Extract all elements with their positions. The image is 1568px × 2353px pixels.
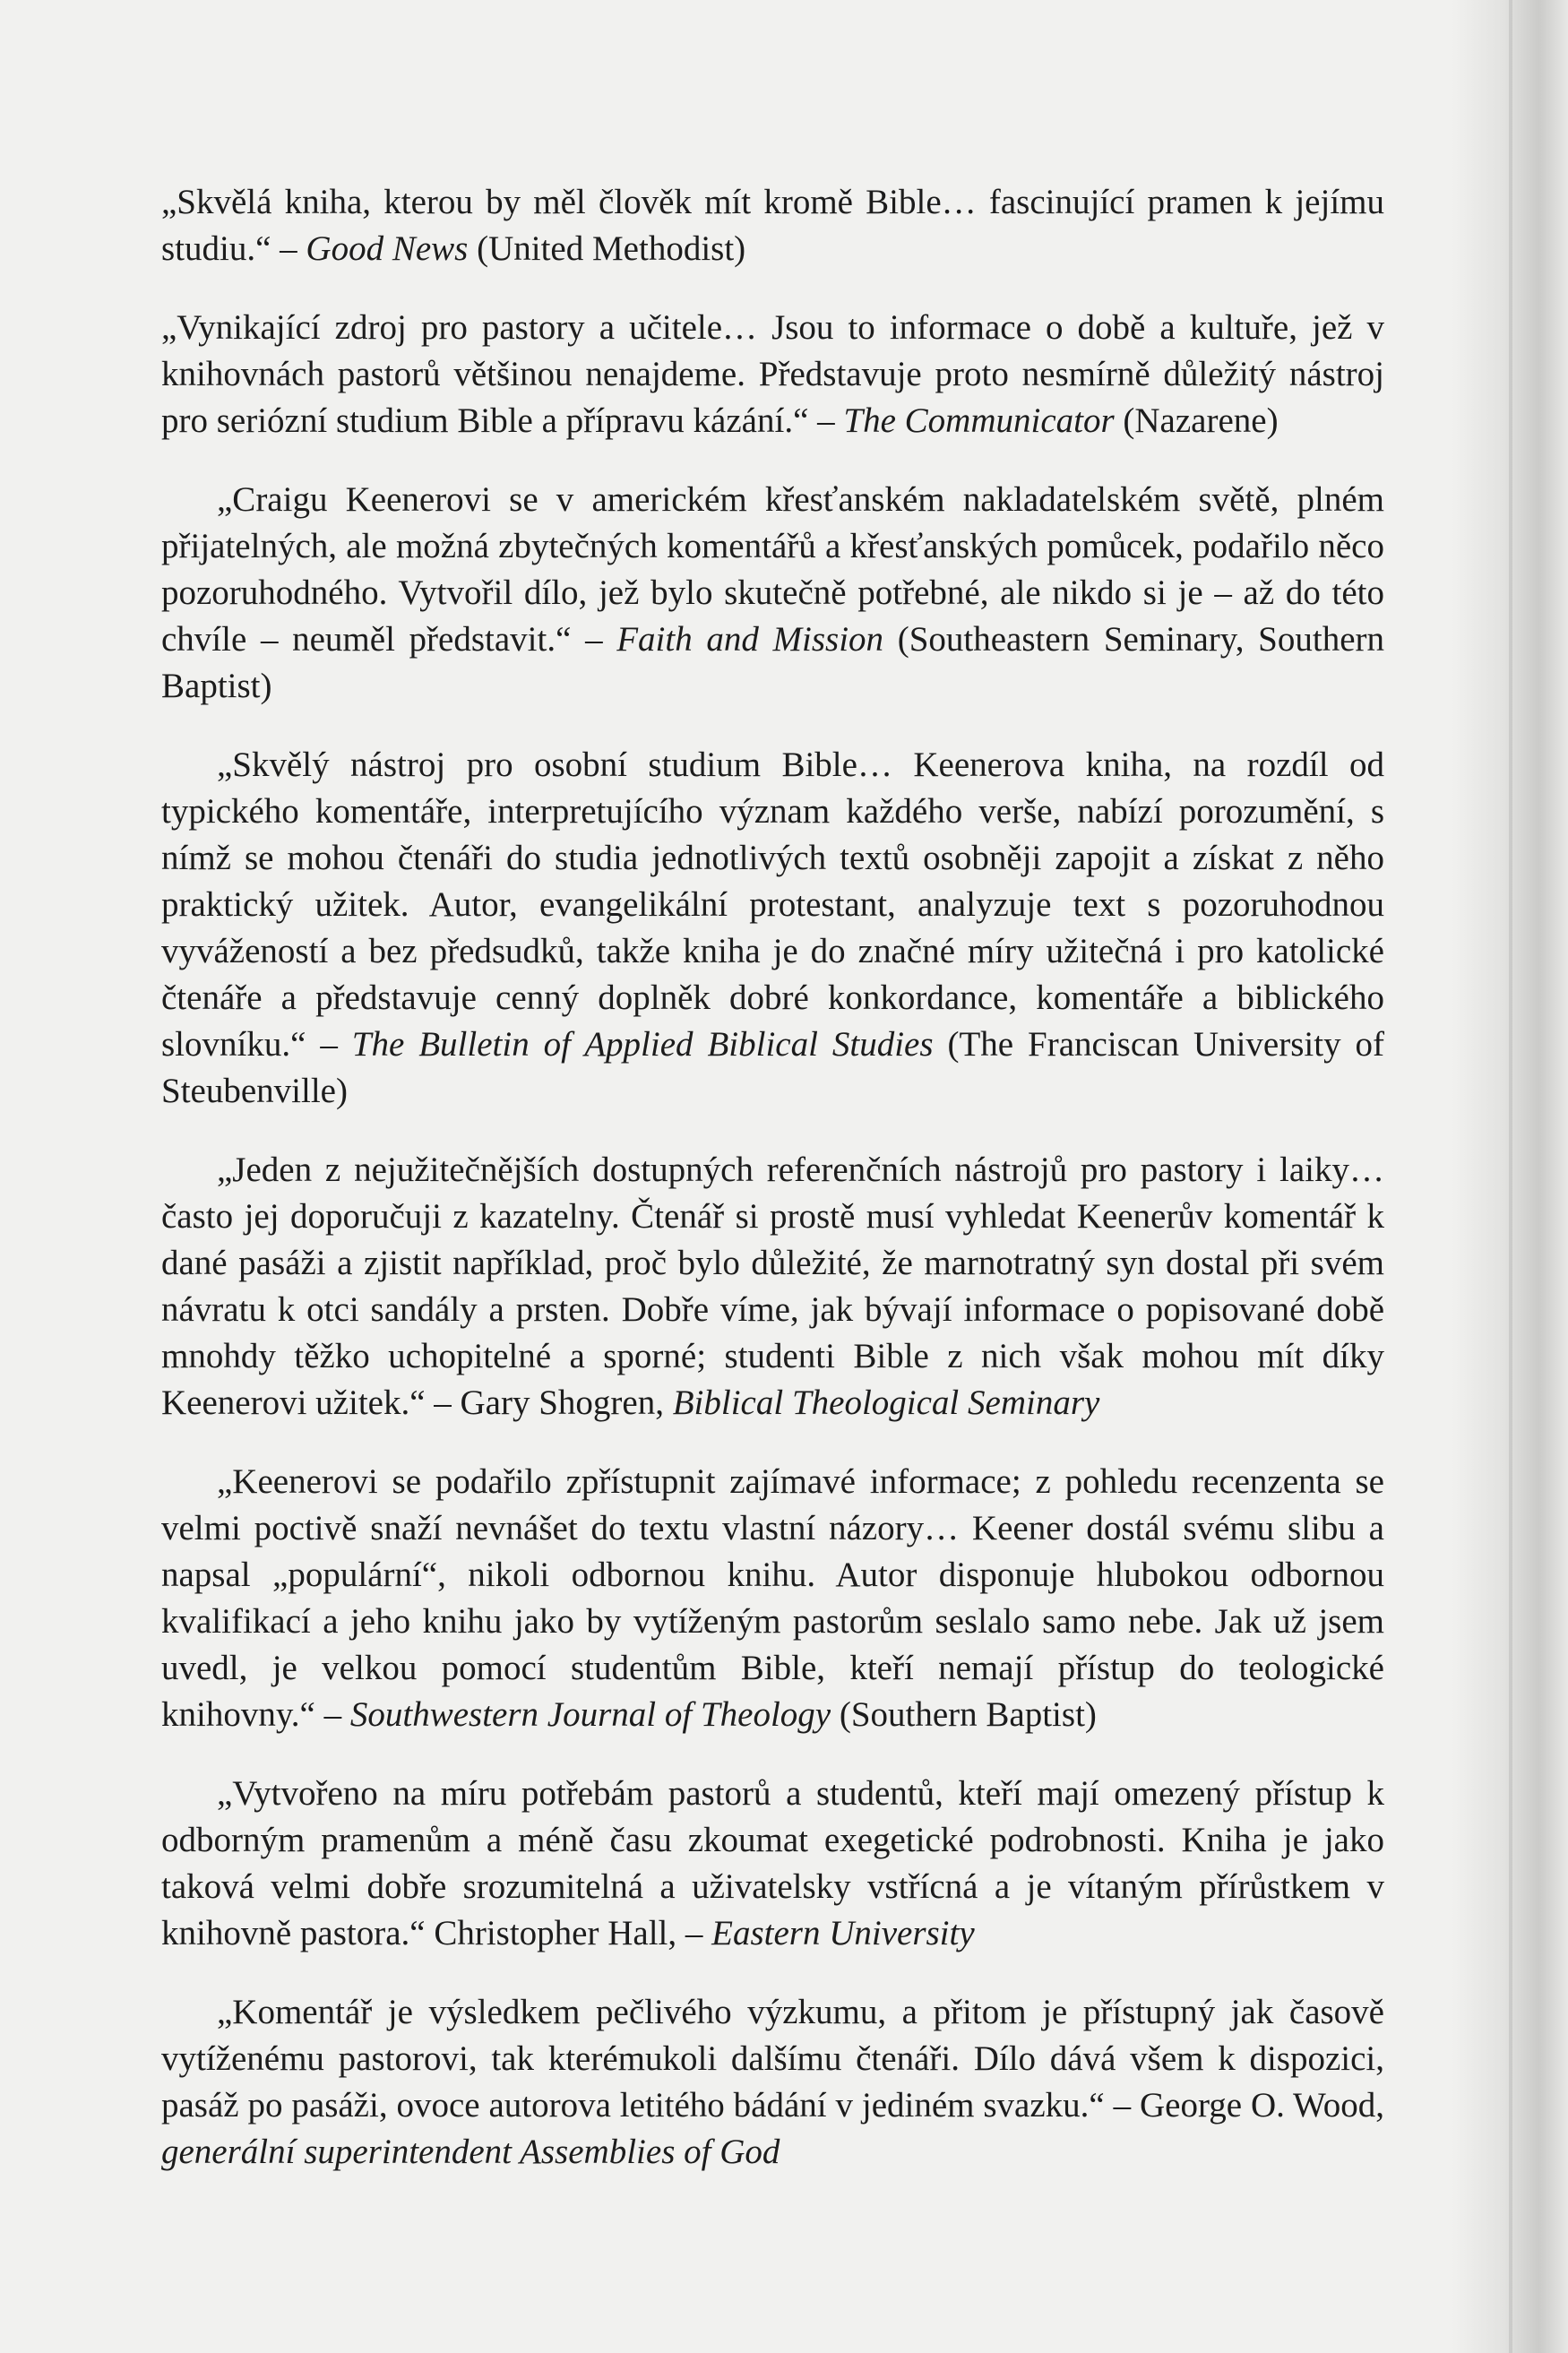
quote-text: „Vytvořeno na míru potřebám pastorů a studentů, kteří mají omezený přístup k odborným pramenům a méně času zkoumat exegetické podrobnosti. Kniha je jako taková velmi dobře srozumitelná a uživatelsky vstřícná a je vítaným přírůstkem v knihovně pastora.“ Christopher Hall, – [161,1774,1384,1952]
endorsement-paragraph [161,1771,1384,1957]
quote-source-affiliation: (The Franciscan University of Steubenville) [161,1025,1384,1110]
quote-text: „Vynikající zdroj pro pastory a učitele… Jsou to informace o době a kultuře, jež v knihovnách pastorů většinou nenajdeme. Představuje proto nesmírně důležitý nástroj pro seriózní studium Bible a přípravu kázání.“ – [161,308,1384,440]
quote-text: „Komentář je výsledkem pečlivého výzkumu, a přitom je přístupný jak časově vytíženému pastorovi, tak kterémukoli dalšímu čtenáři. Dílo dává všem k dispozici, pasáž po pasáži, ovoce autorova letitého bádání v jediném svazku.“ – George O. Wood, [161,1993,1384,2125]
quote-source: The Bulletin of Applied Biblical Studies [351,1025,934,1064]
endorsement-paragraph [161,1147,1384,1426]
quote-source: Good News [306,229,469,268]
quote-text: „Skvělý nástroj pro osobní studium Bible… Keenerova kniha, na rozdíl od typického komentáře, interpretujícího význam každého verše, nabízí porozumění, s nímž se mohou čtenáři do studia jednotlivých textů osobněji zapojit a získat z něho praktický užitek. Autor, evangelikální protestant, analyzuje text s pozoruhodnou vyvážeností a bez předsudků, takže kniha je do značné míry užitečná i pro katolické čtenáře a představuje cenný doplněk dobré konkordance, komentáře a biblického slovníku.“ – [161,746,1384,1064]
quote-source-affiliation: (United Methodist) [468,229,746,268]
endorsement-paragraph [161,742,1384,1115]
quote-source-affiliation: (Nazarene) [1114,401,1279,440]
quote-text: „Keenerovi se podařilo zpřístupnit zajímavé informace; z pohledu recenzenta se velmi poctivě snaží nevnášet do textu vlastní názory… Keener dostál svému slibu a napsal „populární“, nikoli odbornou knihu. Autor disponuje hlubokou odbornou kvalifikací a jeho knihu jako by vytíženým pastorům seslalo samo nebe. Jak už jsem uvedl, je velkou pomocí studentům Bible, kteří nemají přístup do teologické knihovny.“ – [161,1462,1384,1734]
quote-text: „Jeden z nejužitečnějších dostupných referenčních nástrojů pro pastory i laiky… často jej doporučuji z kazatelny. Čtenář si prostě musí vyhledat Keenerův komentář k dané pasáži a zjistit například, proč bylo důležité, že marnotratný syn dostal při svém návratu k otci sandály a prsten. Dobře víme, jak bývají informace o popisované době mnohdy těžko uchopitelné a sporné; studenti Bible z nich však mohou mít díky Keenerovi užitek.“ – Gary Shogren, [161,1151,1384,1422]
quote-source: Faith and Mission [616,620,884,659]
endorsement-paragraph [161,477,1384,710]
endorsement-paragraph [161,1459,1384,1738]
endorsements-text [161,179,1384,2208]
quote-source-affiliation: (Southern Baptist) [831,1695,1097,1734]
endorsement-paragraph [161,179,1384,272]
quote-source: Biblical Theological Seminary [672,1383,1100,1422]
quote-text: „Skvělá kniha, kterou by měl člověk mít kromě Bible… fascinující pramen k jejímu studiu.“ – [161,183,1384,268]
page-edge [1509,0,1512,2353]
endorsement-paragraph [161,1989,1384,2176]
quote-source: The Communicator [843,401,1115,440]
quote-source-affiliation: (Southeastern Seminary, Southern Baptist) [161,620,1384,705]
endorsement-paragraph [161,305,1384,444]
quote-source: generální superintendent Assemblies of God [161,2133,780,2171]
quote-source: Eastern University [711,1914,975,1952]
quote-text: „Craigu Keenerovi se v americkém křesťanském nakladatelském světě, plném přijatelných, ale možná zbytečných komentářů a křesťanských pomůcek, podařilo něco pozoruhodného. Vytvořil dílo, jež bylo skutečně potřebné, ale nikdo si je – až do této chvíle – neuměl představit.“ – [161,480,1384,659]
quote-source: Southwestern Journal of Theology [349,1695,831,1734]
